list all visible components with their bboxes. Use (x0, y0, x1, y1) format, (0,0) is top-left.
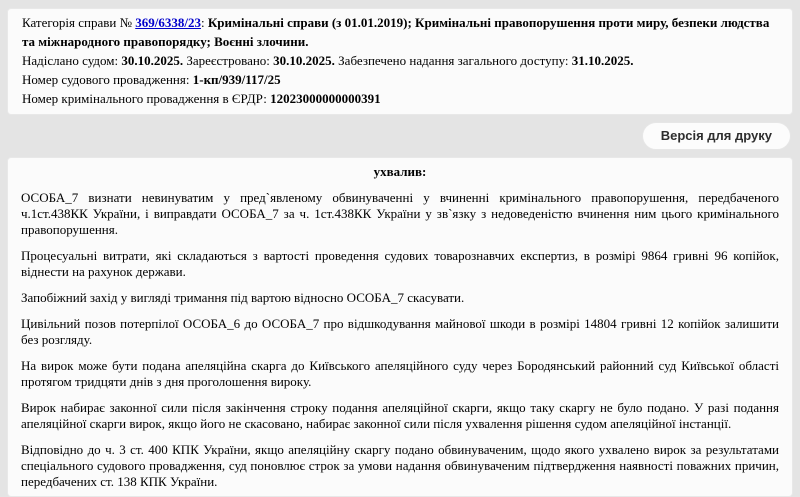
decision-heading: ухвалив: (373, 164, 427, 179)
decision-paragraph: Вирок набирає законної сили після закінчення строку подання апеляційної скарги, якщо таку скаргу не було подано. У разі подання апеляційної скарги вирок, якщо його не скасовано, набирає законної сили після ухвалення рішення судом апеляційної інстанції. (21, 400, 779, 431)
case-header-card (7, 8, 793, 115)
decision-paragraph: Процесуальні витрати, які складаються з вартості проведення судових товарознавчих експертиз, в розмірі 9864 гривні 96 копійок, віднести на рахунок держави. (21, 248, 779, 279)
decision-paragraph: Запобіжний захід у вигляді тримання під вартою відносно ОСОБА_7 скасувати. (21, 290, 465, 305)
erdr-number: 12023000000000391 (270, 91, 381, 106)
case-category-line (22, 13, 778, 51)
toolbar (0, 115, 800, 157)
court-proceeding-line (22, 70, 778, 89)
sent-by-court-label: Надіслано судом: (22, 53, 119, 68)
erdr-line (22, 89, 778, 108)
public-access-label: Забезпечено надання загального доступу: (338, 53, 569, 68)
registered-date: 30.10.2025. (273, 53, 335, 68)
decision-paragraph: На вирок може бути подана апеляційна скарга до Київського апеляційного суду через Бородянський районний суд Київської області протягом тридцяти днів з дня проголошення вироку. (21, 358, 779, 389)
court-proceeding-number: 1-кп/939/117/25 (192, 72, 281, 87)
decision-paragraph: Цивільний позов потерпілої ОСОБА_6 до ОСОБА_7 про відшкодування майнової шкоди в розмірі 14804 гривні 12 копійок залишити без розгляду. (21, 316, 779, 347)
case-category-value: Кримінальні справи (з 01.01.2019); Кримінальні правопорушення проти миру, безпеки людства та міжнародного правопорядку; Воєнні злочини. (22, 15, 770, 49)
print-version-button[interactable]: Версія для друку (642, 122, 791, 150)
case-number-link[interactable]: 369/6338/23 (135, 15, 201, 30)
colon-separator: : (200, 15, 205, 30)
sent-by-court-date: 30.10.2025. (121, 53, 184, 68)
public-access-date: 31.10.2025. (571, 53, 634, 68)
registered-label: Зареєстровано: (186, 53, 270, 68)
case-category-label: Категорія справи № (22, 15, 132, 30)
decision-paragraph: ОСОБА_7 визнати невинуватим у пред`явленому обвинуваченні у вчиненні кримінального правопорушення, передбаченого ч.1ст.438КК України, і виправдати ОСОБА_7 за ч. 1ст.438КК України у зв`язку з недоведеністю вчинення ним цього кримінального правопорушення. (21, 190, 779, 237)
court-proceeding-label: Номер судового провадження: (22, 72, 190, 87)
erdr-label: Номер кримінального провадження в ЄРДР: (22, 91, 267, 106)
dates-line (22, 51, 778, 70)
page (0, 8, 800, 497)
decision-paragraph: Відповідно до ч. 3 ст. 400 КПК України, якщо апеляційну скаргу подано обвинуваченим, щодо якого ухвалено вирок за результатами спеціального судового провадження, суд поновлює строк за умови надання обвинуваченим підтвердження наявності поважних причин, передбачених ст. 138 КПК України. (21, 442, 779, 489)
decision-text-card (7, 157, 793, 497)
